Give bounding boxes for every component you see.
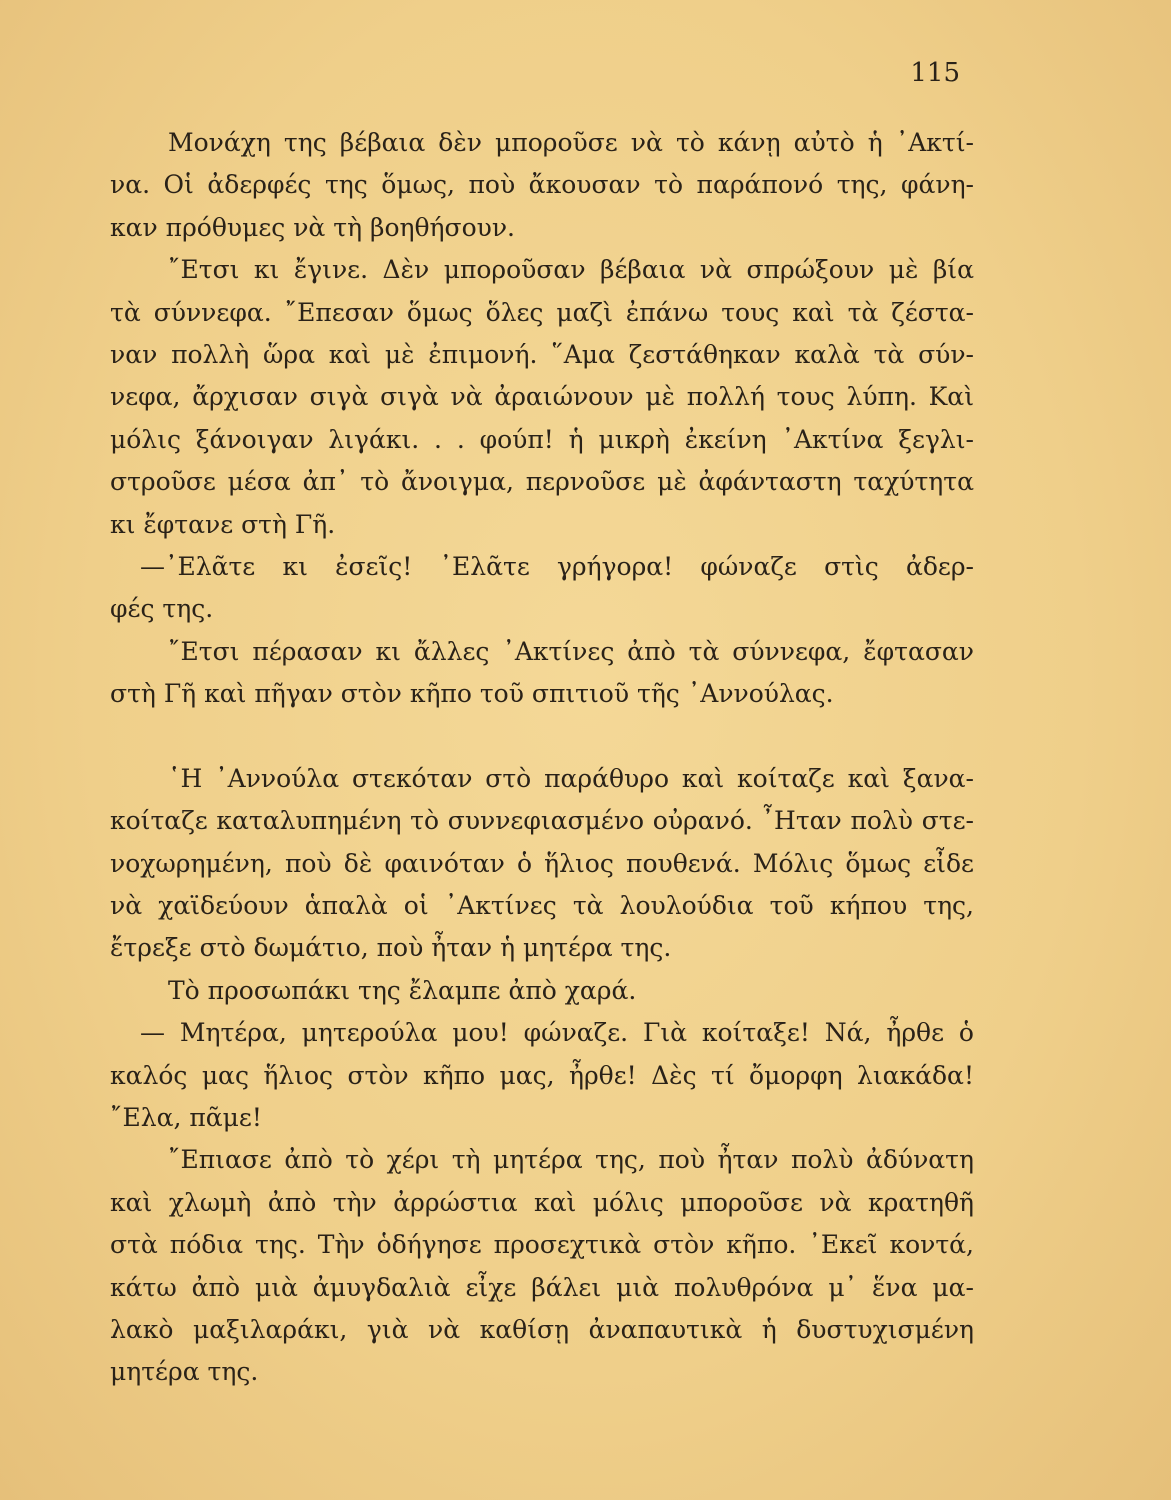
text-line: —᾿Ελᾶτε κι ἐσεῖς! ᾿Ελᾶτε γρήγορα! φώναζε στὶς ἀδερ- xyxy=(140,551,974,581)
text-line: στὰ πόδια της. Τὴν ὁδήγησε προσεχτικὰ στὸν κῆπο. ᾿Εκεῖ κοντά, xyxy=(110,1230,974,1260)
page-number: 115 xyxy=(910,58,960,88)
text-line: μόλις ξάνοιγαν λιγάκι. . . φούπ! ἡ μικρὴ ἐκείνη ᾿Ακτίνα ξεγλι- xyxy=(110,424,974,454)
text-line: Μονάχη της βέβαια δὲν μποροῦσε νὰ τὸ κάνῃ αὐτὸ ἡ ᾿Ακτί- xyxy=(168,128,974,157)
text-line: στὴ Γῆ καὶ πῆγαν στὸν κῆπο τοῦ σπιτιοῦ τῆς ᾿Αννούλας. xyxy=(110,679,834,709)
text-line: λακὸ μαξιλαράκι, γιὰ νὰ καθίσῃ ἀναπαυτικὰ ἡ δυστυχισμένη xyxy=(110,1314,974,1344)
text-line: τὰ σύννεφα. ῎Επεσαν ὅμως ὅλες μαζὶ ἐπάνω τους καὶ τὰ ζέστα- xyxy=(110,297,974,327)
text-line: φές της. xyxy=(110,594,214,624)
text-line: ῎Ετσι πέρασαν κι ἄλλες ᾿Ακτίνες ἀπὸ τὰ σύννεφα, ἔφτασαν xyxy=(168,636,974,666)
text-line: ῎Επιασε ἀπὸ τὸ χέρι τὴ μητέρα της, ποὺ ἦταν πολὺ ἀδύνατη xyxy=(168,1145,974,1175)
text-line: νεφα, ἄρχισαν σιγὰ σιγὰ νὰ ἀραιώνουν μὲ πολλή τους λύπη. Καὶ xyxy=(110,382,974,412)
text-line: νὰ χαϊδεύουν ἁπαλὰ οἱ ᾿Ακτίνες τὰ λουλούδια τοῦ κήπου της, xyxy=(110,891,974,921)
text-line: καν πρόθυμες νὰ τὴ βοηθήσουν. xyxy=(110,212,515,242)
text-line: στροῦσε μέσα ἀπ᾿ τὸ ἄνοιγμα, περνοῦσε μὲ ἀφάνταστη ταχύτητα xyxy=(110,467,974,497)
text-line: ῾Η ᾿Αννούλα στεκόταν στὸ παράθυρο καὶ κοίταζε καὶ ξανα- xyxy=(168,763,974,793)
text-line: να. Οἱ ἀδερφές της ὅμως, ποὺ ἄκουσαν τὸ παράπονό της, φάνη- xyxy=(110,170,974,200)
text-line: καὶ χλωμὴ ἀπὸ τὴν ἀρρώστια καὶ μόλις μποροῦσε νὰ κρατηθῆ xyxy=(110,1187,974,1217)
text-line: ἔτρεξε στὸ δωμάτιο, ποὺ ἦταν ἡ μητέρα της. xyxy=(110,933,672,963)
text-line: κι ἔφτανε στὴ Γῆ. xyxy=(110,509,336,539)
text-line: Τὸ προσωπάκι της ἔλαμπε ἀπὸ χαρά. xyxy=(168,975,637,1005)
text-line: κοίταζε καταλυπημένη τὸ συννεφιασμένο οὐρανό. ῏Ηταν πολὺ στε- xyxy=(110,806,974,836)
blank-line xyxy=(110,715,974,757)
body-text xyxy=(110,122,974,1394)
text-line: ῎Ελα, πᾶμε! xyxy=(110,1102,262,1132)
text-line: νοχωρημένη, ποὺ δὲ φαινόταν ὁ ἥλιος πουθενά. Μόλις ὅμως εἶδε xyxy=(110,848,974,878)
text-line: μητέρα της. xyxy=(110,1357,259,1387)
text-line: — Μητέρα, μητερούλα μου! φώναζε. Γιὰ κοίταξε! Νά, ἦρθε ὁ xyxy=(140,1018,974,1048)
text-line: κάτω ἀπὸ μιὰ ἀμυγδαλιὰ εἶχε βάλει μιὰ πολυθρόνα μ᾿ ἕνα μα- xyxy=(110,1272,974,1302)
text-line: καλός μας ἥλιος στὸν κῆπο μας, ἦρθε! Δὲς τί ὄμορφη λιακάδα! xyxy=(110,1060,974,1090)
text-line: ναν πολλὴ ὥρα καὶ μὲ ἐπιμονή. ῞Αμα ζεστάθηκαν καλὰ τὰ σύν- xyxy=(110,339,974,369)
text-line: ῎Ετσι κι ἔγινε. Δὲν μποροῦσαν βέβαια νὰ σπρώξουν μὲ βία xyxy=(168,255,974,285)
